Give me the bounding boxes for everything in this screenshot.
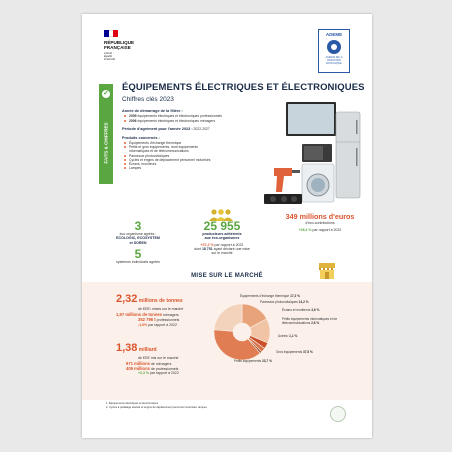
product-item-label: Lampes bbox=[129, 166, 142, 171]
tonnes-value: 2,32 bbox=[116, 293, 138, 305]
units-text: de EEE mis sur le marché bbox=[138, 356, 179, 360]
units-change-text: par rapport à 2022 bbox=[149, 370, 179, 375]
eco-orgs-block bbox=[108, 220, 168, 264]
market-share-pie-chart bbox=[212, 302, 272, 362]
certification-badge-icon bbox=[330, 406, 346, 422]
page-title: ÉQUIPEMENTS ÉLECTRIQUES ET ÉLECTRONIQUES bbox=[122, 82, 365, 93]
pie-slice-6 bbox=[214, 304, 242, 331]
ademe-logo bbox=[318, 29, 350, 73]
pie-label-screens bbox=[282, 308, 319, 312]
pie-label-small bbox=[234, 359, 272, 363]
tonnes-change-row bbox=[116, 323, 216, 327]
ademe-logo-subtitle: AGENCE DE LA TRANSITION ÉCOLOGIQUE bbox=[325, 57, 343, 65]
ademe-emblem-icon bbox=[327, 40, 341, 54]
pie-label-it bbox=[282, 318, 352, 326]
bullet-icon bbox=[124, 146, 126, 148]
product-item-label: Petits et gros équipements, dont équipements bbox=[129, 145, 198, 150]
period-row bbox=[122, 127, 210, 131]
producers-declared-text-1: ayant déclaré une mise bbox=[213, 246, 250, 251]
units-change: +2,3 % bbox=[138, 370, 149, 375]
tonnes-change: -1,0% bbox=[138, 322, 148, 327]
product-item-label: Écrans, moniteurs bbox=[129, 162, 157, 167]
pie-label-screens-value: 3,6 % bbox=[311, 308, 320, 312]
start-item-2-year: 2006 bbox=[129, 119, 137, 123]
pie-label-it-name: Petits équipements informatiques et de télécommunications bbox=[282, 317, 338, 325]
footnote-1: 1. Équipements électriques et électroniques bbox=[106, 402, 159, 405]
pie-label-large bbox=[276, 350, 313, 354]
units-block bbox=[116, 338, 216, 375]
contributions-change-row bbox=[272, 228, 368, 232]
product-list bbox=[124, 141, 210, 170]
ademe-logo-title: ADEME bbox=[325, 32, 343, 37]
units-unit: milliard bbox=[137, 347, 157, 353]
start-year-label: Année de démarrage de la filière : bbox=[122, 109, 183, 113]
pie-label-other-value: 1,1 % bbox=[289, 334, 298, 338]
units-headline bbox=[116, 338, 216, 356]
tonnes-block bbox=[116, 289, 216, 327]
period-value: 2022-2027 bbox=[192, 127, 210, 131]
product-item-label: Panneaux photovoltaïques bbox=[129, 153, 170, 158]
pie-label-large-value: 37,5 % bbox=[302, 350, 313, 354]
check-icon: ✓ bbox=[103, 90, 109, 97]
pie-label-it-value: 2,6 % bbox=[311, 320, 320, 325]
page-subtitle: Chiffres clés 2023 bbox=[122, 96, 174, 103]
product-item bbox=[124, 166, 210, 170]
units-pro-text: de professionnels bbox=[149, 366, 179, 371]
bullet-icon bbox=[124, 159, 126, 161]
pie-label-pv-name: Panneaux photovoltaïques bbox=[260, 300, 298, 304]
eco-orgs-text-2: ECOLOGIC, ECOSYSTEM bbox=[116, 236, 160, 241]
eco-orgs-text-1: éco-organisme agréés : bbox=[119, 232, 157, 236]
bullet-icon bbox=[124, 155, 126, 157]
start-item-2 bbox=[124, 119, 215, 123]
individual-systems-value: 5 bbox=[134, 246, 142, 261]
producers-change: +27,2 % bbox=[200, 242, 214, 247]
bullet-icon bbox=[124, 163, 126, 165]
french-flag-icon bbox=[104, 30, 118, 37]
pie-label-other-name: Autres² bbox=[278, 334, 289, 338]
pie-label-small-value: 23,7 % bbox=[262, 359, 272, 363]
bullet-icon bbox=[124, 120, 126, 122]
tonnes-menagers-text: ménagers bbox=[162, 313, 179, 318]
start-item-2-text: équipements électriques et électroniques ménagers bbox=[136, 119, 216, 123]
republic-motto: Liberté Égalité Fraternité bbox=[104, 52, 116, 61]
contributions-change-text: par rapport à 2022 bbox=[311, 228, 342, 233]
pie-label-other bbox=[278, 334, 297, 338]
store-icon bbox=[317, 260, 337, 280]
product-item-label: Équipements d'échange thermique bbox=[129, 141, 182, 145]
units-menagers-text: de ménagers bbox=[149, 362, 172, 367]
bullet-icon bbox=[124, 167, 126, 169]
pie-label-pv-value: 14,2 % bbox=[298, 300, 309, 304]
pie-label-screens-name: Écrans et moniteurs bbox=[282, 308, 311, 312]
producers-block bbox=[182, 220, 262, 255]
drill-icon bbox=[274, 168, 292, 192]
tonnes-unit: millions de tonnes bbox=[137, 298, 183, 304]
tonnes-menagers: 1,97 millions de tonnes bbox=[116, 312, 163, 318]
eco-orgs-text-3: et SOREN bbox=[129, 240, 147, 245]
pie-label-pv bbox=[260, 300, 309, 304]
contributions-block bbox=[272, 212, 368, 233]
product-item-label: informatiques et de télécommunications bbox=[129, 149, 189, 154]
contributions-value: 349 millions d'euros bbox=[285, 212, 355, 221]
pie-label-small-name: Petits équipements bbox=[234, 359, 262, 363]
producers-value: 25 955 bbox=[203, 219, 241, 233]
start-item-1 bbox=[124, 114, 222, 118]
period-label: Période d'agrément pour l'année 2023 : bbox=[122, 127, 193, 131]
units-pro: 409 millions bbox=[126, 365, 150, 371]
producers-change-text: par rapport à 2022 bbox=[213, 242, 244, 247]
units-change-row bbox=[116, 371, 216, 375]
facts-figures-label: FAITS & CHIFFRES bbox=[103, 122, 109, 164]
tonnes-headline bbox=[116, 289, 216, 307]
start-item-1-text: équipements électriques et électroniques professionnels bbox=[136, 114, 222, 118]
producers-declared-text-2: sur le marché bbox=[211, 251, 233, 256]
pie-label-thermal bbox=[240, 294, 300, 298]
bullet-icon bbox=[124, 142, 126, 144]
pie-label-thermal-name: Équipements d'échange thermique bbox=[240, 294, 290, 298]
contributions-change: +26,4 % bbox=[298, 228, 312, 233]
tonnes-pro: 352 796 t bbox=[138, 316, 156, 322]
bullet-icon bbox=[124, 115, 126, 117]
appliances-illustration bbox=[262, 100, 362, 210]
market-section-title: MISE SUR LE MARCHÉ bbox=[180, 270, 274, 282]
producers-declared-prefix: dont bbox=[194, 246, 202, 251]
units-menagers: 971 millions bbox=[126, 361, 150, 367]
producers-text-1: producteurs adhérents bbox=[202, 232, 242, 236]
tonnes-text: de EEE¹ mises sur le marché bbox=[138, 307, 184, 311]
pie-label-large-name: Gros équipements bbox=[276, 350, 303, 354]
products-label: Produits concernés : bbox=[122, 136, 160, 140]
units-value: 1,38 bbox=[116, 342, 138, 354]
producers-text-2: aux éco-organismes bbox=[204, 236, 240, 241]
republique-francaise-label: RÉPUBLIQUE FRANÇAISE bbox=[104, 40, 135, 50]
individual-systems-text: systèmes individuels agréés bbox=[116, 259, 160, 264]
eco-orgs-value: 3 bbox=[134, 219, 142, 233]
tonnes-change-text: par rapport à 2022 bbox=[147, 322, 177, 327]
start-item-1-year: 2005 bbox=[129, 114, 137, 118]
tonnes-pro-row bbox=[116, 318, 216, 322]
footnote-2: 2. Cycles à pédalage assisté et engins de déplacement personnel motorisés, lampes bbox=[106, 406, 207, 409]
infographic-page bbox=[82, 14, 372, 438]
product-item-label: Cycles et engins de déplacement personnel motorisés bbox=[129, 157, 211, 162]
tonnes-pro-text: professionnels bbox=[155, 317, 180, 322]
producers-declared-value: 18 751 bbox=[201, 246, 213, 251]
pie-label-thermal-value: 17,2 % bbox=[290, 294, 300, 298]
contributions-text: d'éco-contributions bbox=[305, 221, 335, 225]
